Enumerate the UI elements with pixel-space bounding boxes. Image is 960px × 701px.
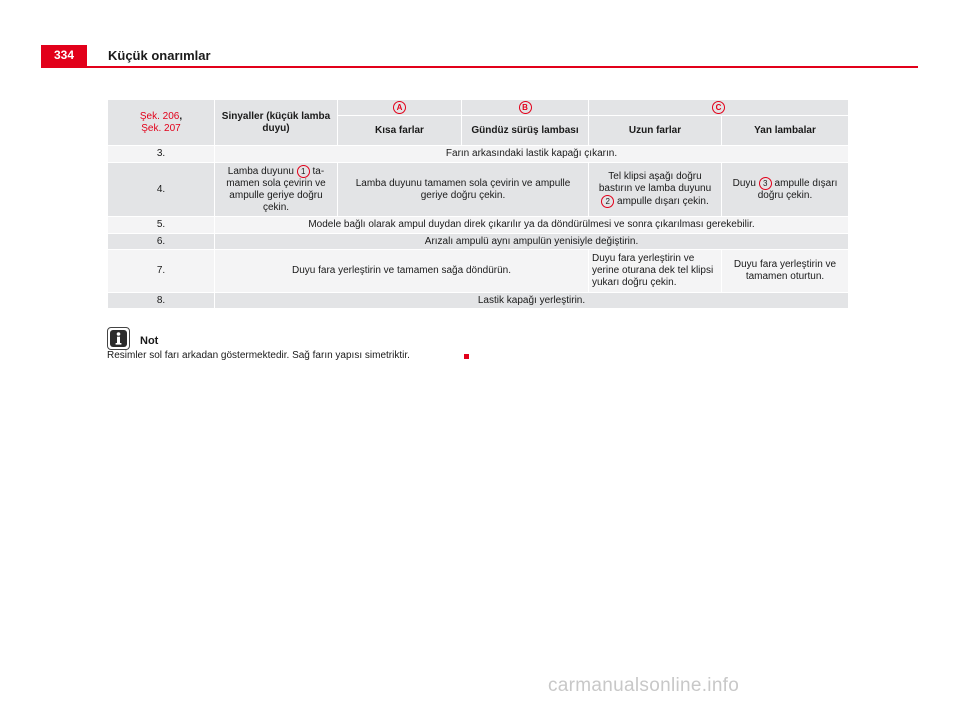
high-beam-instruction: [589, 163, 722, 217]
table-row: [108, 234, 849, 250]
high-beam-text-end: ampulle dışarı çekin.: [617, 196, 709, 208]
step-number: 8.: [108, 293, 215, 309]
page-header: [41, 45, 918, 67]
watermark: carmanualsonline.info: [548, 675, 740, 696]
note-text: Resimler sol farı arkadan göstermektedir. Sağ farın yapısı simetriktir.: [107, 350, 410, 361]
figure-ref-207[interactable]: Şek. 207: [141, 122, 181, 134]
callout-c-icon: C: [712, 101, 725, 114]
figure-refs-cell: [108, 100, 215, 146]
callout-2-icon: 2: [601, 195, 614, 208]
column-header-drl: Gündüz sürüş lambası: [462, 116, 589, 146]
table-row: [108, 217, 849, 234]
column-header-high-beam: Uzun farlar: [589, 116, 722, 146]
step-number: 5.: [108, 217, 215, 234]
table-header-row-badges: [108, 100, 849, 116]
step-number: 4.: [108, 163, 215, 217]
header-rule: [41, 66, 918, 68]
step-number: 6.: [108, 234, 215, 250]
high-beam-text-start: Tel klipsi aşağı doğru bastırın ve lamba duyunu: [598, 170, 712, 194]
section-title: Küçük onarımlar: [108, 48, 211, 63]
callout-b-icon: B: [519, 101, 532, 114]
column-header-side: Yan lambalar: [722, 116, 849, 146]
note-title: Not: [140, 335, 159, 347]
callout-3-icon: 3: [759, 177, 772, 190]
table-row: [108, 293, 849, 309]
side-text-start: Duyu: [732, 178, 756, 190]
signal-text-end: tamamen sola çevirin ve ampulle geriye doğru çekin.: [226, 166, 326, 214]
header-badge-b-cell: [462, 100, 589, 116]
callout-1-icon: 1: [297, 165, 310, 178]
side-lamp-instruction: Duyu fara yerleştirin ve tamamen oturtun.: [722, 250, 849, 293]
info-icon: [107, 327, 130, 350]
page-number: 334: [41, 45, 87, 66]
signal-instruction: [215, 163, 338, 217]
column-header-low-beam: Kısa farlar: [338, 116, 462, 146]
column-header-signal: Sinyaller (küçük lamba duyu): [215, 100, 338, 146]
side-lamp-instruction: [722, 163, 849, 217]
step-text: Modele bağlı olarak ampul duydan direk çıkarılır ya da döndürülmesi ve sonra çıkarılması gerekebilir.: [215, 217, 849, 234]
section-end-marker: [464, 354, 469, 359]
low-drl-instruction: Lamba duyunu tamamen sola çevirin ve ampulle geriye doğru çekin.: [338, 163, 589, 217]
callout-a-icon: A: [393, 101, 406, 114]
table-row: [108, 146, 849, 163]
high-beam-instruction: Duyu fara yerleştirin ve yerine oturana dek tel klipsi yukarı doğru çekin.: [589, 250, 722, 293]
step-text: Lastik kapağı yerleştirin.: [215, 293, 849, 309]
step-number: 7.: [108, 250, 215, 293]
signal-text-start: Lamba duyunu: [227, 166, 294, 178]
bulb-replacement-table: [107, 99, 849, 309]
step-text: Arızalı ampulü aynı ampulün yenisiyle değiştirin.: [215, 234, 849, 250]
table-row: [108, 163, 849, 217]
step-number: 3.: [108, 146, 215, 163]
table-row: [108, 250, 849, 293]
side-text-end: ampulle dışarı doğru çekin.: [757, 178, 838, 202]
header-badge-a-cell: [338, 100, 462, 116]
step-text: Farın arkasındaki lastik kapağı çıkarın.: [215, 146, 849, 163]
figure-ref-206[interactable]: Şek. 206: [139, 110, 180, 122]
header-badge-c-cell: [589, 100, 849, 116]
figure-ref-separator: ,: [179, 110, 183, 122]
step-text: Duyu fara yerleştirin ve tamamen sağa döndürün.: [215, 250, 589, 293]
